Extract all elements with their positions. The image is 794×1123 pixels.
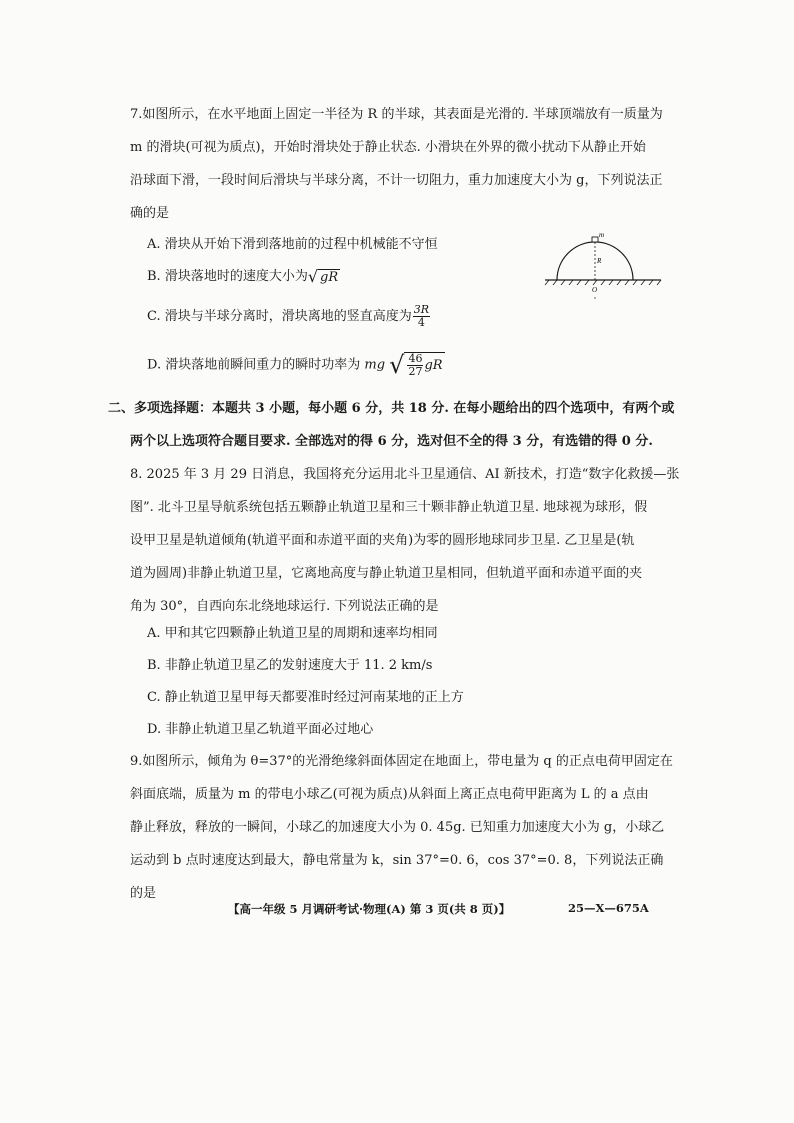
- q7-option-c: [147, 304, 431, 329]
- fraction: [413, 304, 430, 329]
- q7-option-d-text: D. 滑块落地前瞬间重力的瞬时功率为: [147, 357, 361, 373]
- q9-line2: 斜面底端，质量为 m 的带电小球乙(可视为质点)从斜面上离正点电荷甲距离为 L 的 a 点由: [130, 787, 649, 802]
- q7-line3: 沿球面下滑，一段时间后滑块与半球分离，不计一切阻力，重力加速度大小为 g，下列说法正: [130, 173, 663, 188]
- q8-option-d: D. 非静止轨道卫星乙轨道平面必过地心: [147, 722, 374, 737]
- hemisphere-figure: [543, 232, 663, 302]
- section-2-line1: 二、多项选择题：本题共 3 小题，每小题 6 分，共 18 分. 在每小题给出的四个选项中，有两个或: [108, 401, 675, 416]
- q7-option-d: [147, 352, 445, 378]
- page-footer: 【高一年级 5 月调研考试·物理(A) 第 3 页(共 8 页)】: [228, 902, 511, 916]
- section-2-header: [108, 392, 688, 458]
- question-8: [130, 458, 680, 623]
- q8-option-a: A. 甲和其它四颗静止轨道卫星的周期和速率均相同: [147, 626, 438, 641]
- question-9: [130, 745, 673, 910]
- fraction-denominator: 27: [408, 365, 423, 378]
- q7-option-b-text: B. 滑块落地时的速度大小为: [147, 269, 308, 284]
- q7-option-d-mg: mg: [364, 357, 386, 373]
- q7-option-b-math: gR: [320, 269, 339, 285]
- q7-option-d-tail: gR: [424, 358, 443, 373]
- section-2-line2: 两个以上选项符合题目要求. 全部选对的得 6 分，选对但不全的得 3 分，有选错的得 0 分.: [130, 434, 653, 449]
- q7-option-c-text: C. 滑块与半球分离时，滑块离地的竖直高度为: [147, 309, 412, 324]
- label-R: R: [597, 257, 602, 265]
- q8-option-b: B. 非静止轨道卫星乙的发射速度大于 11. 2 km/s: [147, 658, 433, 673]
- q8-line5: 角为 30°，自西向东北绕地球运行. 下列说法正确的是: [130, 599, 439, 614]
- q7-option-b: [147, 265, 340, 285]
- sqrt-expression: √ gR: [307, 266, 339, 286]
- label-m: m: [599, 232, 605, 239]
- q8-line1: 8. 2025 年 3 月 29 日消息，我国将充分运用北斗卫星通信、AI 新技术，打造“数字化救援—张: [130, 467, 680, 482]
- q7-line4: 确的是: [130, 206, 170, 221]
- q9-line5: 的是: [130, 886, 157, 901]
- question-7: [130, 98, 670, 230]
- ground-hatching: [545, 280, 661, 285]
- sqrt-expression: √ $\frac{46}{27}$ gR: [389, 351, 443, 379]
- fraction-numerator: 3R: [413, 303, 430, 316]
- q9-line1: 9.如图所示，倾角为 θ=37°的光滑绝缘斜面体固定在地面上，带电量为 q 的正点电荷甲固定在: [130, 754, 673, 769]
- fraction-denominator: 4: [417, 316, 425, 329]
- exam-code: 25—X—675A: [568, 901, 649, 915]
- q7-option-a: A. 滑块从开始下滑到落地前的过程中机械能不守恒: [147, 237, 438, 252]
- q8-option-c: C. 静止轨道卫星甲每天都要准时经过河南某地的正上方: [147, 690, 464, 705]
- label-O: O: [592, 286, 598, 294]
- q7-line1: 7.如图所示，在水平地面上固定一半径为 R 的半球，其表面是光滑的. 半球顶端放有一质量为: [130, 107, 663, 122]
- fraction: [407, 353, 423, 378]
- q8-line3: 设甲卫星是轨道倾角(轨道平面和赤道平面的夹角)为零的圆形地球同步卫星. 乙卫星是(轨: [130, 533, 635, 548]
- fraction-numerator: 46: [408, 352, 423, 365]
- slider-block: [592, 237, 598, 242]
- q9-line4: 运动到 b 点时速度达到最大，静电常量为 k，sin 37°=0. 6，cos 37°=0. 8，下列说法正确: [130, 853, 664, 868]
- q8-line4: 道为圆周)非静止轨道卫星，它离地高度与静止轨道卫星相同，但轨道平面和赤道平面的夹: [130, 566, 643, 581]
- q9-line3: 静止释放，释放的一瞬间，小球乙的加速度大小为 0. 45g. 已知重力加速度大小为 g，小球乙: [130, 820, 665, 835]
- q8-line2: 图”. 北斗卫星导航系统包括五颗静止轨道卫星和三十颗非静止轨道卫星. 地球视为球形，假: [130, 500, 648, 515]
- speck: [594, 297, 596, 299]
- q7-line2: m 的滑块(可视为质点)，开始时滑块处于静止状态. 小滑块在外界的微小扰动下从静止开始: [130, 140, 646, 155]
